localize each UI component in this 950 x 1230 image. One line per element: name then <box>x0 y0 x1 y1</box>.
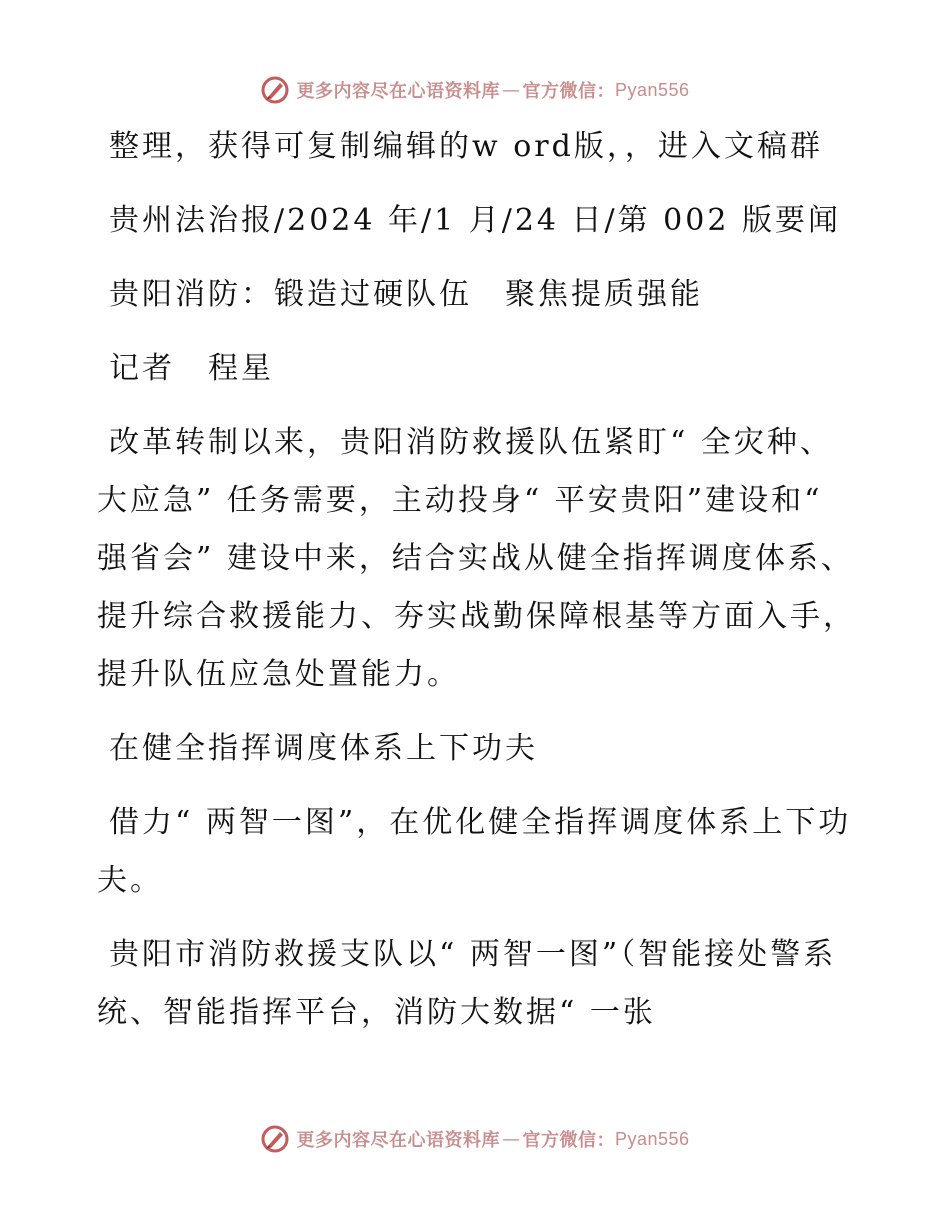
watermark-wechat-label: 官方微信： <box>522 81 615 102</box>
watermark-wechat-label: 官方微信： <box>522 1130 615 1151</box>
document-body <box>97 118 857 1058</box>
paragraph-source: 贵州法治报/2024 年/1 月/24 日/第 002 版要闻 <box>109 203 841 238</box>
footer-watermark <box>0 1119 950 1159</box>
article-byline: 记者 程星 <box>109 351 274 386</box>
watermark-wechat-id: Pyan556 <box>614 79 690 100</box>
watermark-text: 更多内容尽在心语资料库 <box>296 81 500 102</box>
article-title: 贵阳消防：锻造过硬队伍 聚焦提质强能 <box>109 277 703 312</box>
paragraph-body: 贵阳市消防救援支队以“ 两智一图”（智能接处警系统、智能指挥平台，消防大数据“ 一张 <box>97 937 837 1030</box>
watermark-text: 更多内容尽在心语资料库 <box>296 1130 500 1151</box>
pen-seal-icon <box>260 75 290 105</box>
paragraph-body: 改革转制以来，贵阳消防救援队伍紧盯“ 全灾种、大应急” 任务需要，主动投身“ 平安贵阳”建设和“ 强省会” 建设中来，结合实战从健全指挥调度体系、提升综合救援能力、夯实战勤保障根基等方面入手，提升队伍应急处置能力。 <box>97 425 856 692</box>
header-watermark <box>0 70 950 110</box>
watermark-dash: — <box>501 79 521 101</box>
paragraph-intro: 整理，获得可复制编辑的w ord版，，进入文稿群 <box>109 129 823 164</box>
paragraph-body: 借力“ 两智一图”，在优化健全指挥调度体系上下功夫。 <box>97 805 852 898</box>
pen-seal-icon <box>260 1124 290 1154</box>
watermark-wechat-id: Pyan556 <box>614 1128 690 1149</box>
watermark-dash: — <box>501 1128 521 1150</box>
section-heading: 在健全指挥调度体系上下功夫 <box>109 731 538 766</box>
